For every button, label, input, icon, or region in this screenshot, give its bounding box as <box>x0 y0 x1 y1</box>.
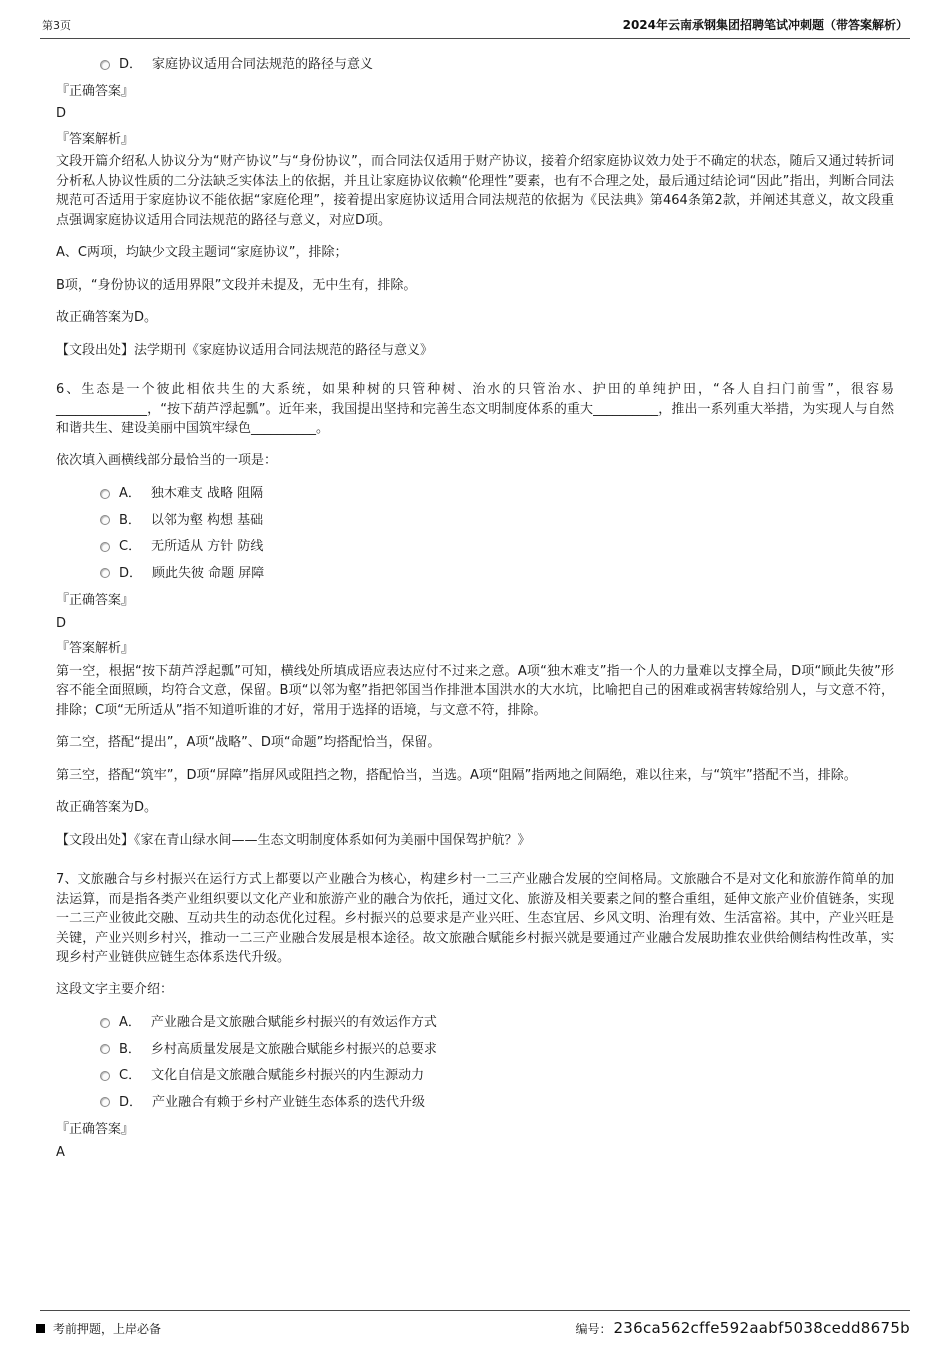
option-row-d-prev[interactable] <box>100 55 894 75</box>
analysis-paragraph: 第一空，根据“按下葫芦浮起瓢”可知，横线处所填成语应表达应付不过来之意。A项“独木难支”指一个人的力量难以支撑全局，D项“顾此失彼”形容不能全面照顾，均符合文意，保留。B项“以邻为壑”指把邻国当作排泄本国洪水的大水坑，比喻把自己的困难或祸害转嫁给别人，与文意不符，排除；C项“无所适从”指不知道听谁的才好，常用于选择的语境，与文意不符，排除。 <box>56 663 894 718</box>
serial-code: 236ca562cffe592aabf5038cedd8675b <box>613 1319 910 1337</box>
option-letter: B． <box>119 1041 141 1057</box>
footer-slogan: 考前押题，上岸必备 <box>53 1321 162 1336</box>
page-footer <box>36 1319 910 1337</box>
option-text: 无所适从 方针 防线 <box>151 539 264 554</box>
radio-icon[interactable] <box>100 1097 110 1107</box>
analysis-paragraph: 第三空，搭配“筑牢”，D项“屏障”指屏风或阻挡之物，搭配恰当，当选。A项“阻隔”指两地之间隔绝，难以往来，与“筑牢”搭配不当，排除。 <box>56 767 857 783</box>
option-row-d[interactable] <box>100 564 894 584</box>
question-6-options <box>56 484 894 583</box>
footer-slogan-wrap <box>36 1320 161 1337</box>
option-row-d[interactable] <box>100 1093 894 1113</box>
option-letter: A． <box>119 486 141 501</box>
radio-icon[interactable] <box>100 1018 110 1028</box>
analysis-paragraph: 第二空，搭配“提出”，A项“战略”、D项“命题”均搭配恰当，保留。 <box>56 735 441 750</box>
option-text: 家庭协议适用合同法规范的路径与意义 <box>152 57 374 72</box>
radio-icon[interactable] <box>100 568 110 578</box>
option-row-b[interactable] <box>100 511 894 531</box>
page-header <box>40 12 910 39</box>
footer-divider <box>40 1310 910 1311</box>
analysis-conclusion: 故正确答案为D。 <box>56 310 158 325</box>
analysis-paragraph: 文段开篇介绍私人协议分为“财产协议”与“身份协议”，而合同法仅适用于财产协议，接着介绍家庭协议效力处于不确定的状态，随后又通过转折词分析私人协议性质的二分法缺乏实体法上的依据，并且让家庭协议依赖“伦理性”要素，也有不合理之处，最后通过结论词“因此”指出，判断合同法规范可否适用于家庭协议不能依据“家庭伦理”，接着提出家庭协议适用合同法规范的依据为《民法典》第464条第2款，并阐述其意义，故文段重点强调家庭协议适用合同法规范的路径与意义，对应D项。 <box>56 154 894 228</box>
question-7-prompt: 这段文字主要介绍： <box>56 981 174 997</box>
radio-icon[interactable] <box>100 542 110 552</box>
option-text: 产业融合有赖于乡村产业链生态体系的迭代升级 <box>152 1094 426 1110</box>
option-letter: D． <box>119 1094 143 1110</box>
option-letter: C． <box>119 1068 142 1083</box>
footer-serial-wrap <box>575 1319 910 1337</box>
radio-icon[interactable] <box>100 515 110 525</box>
radio-icon[interactable] <box>100 60 110 70</box>
option-row-b[interactable] <box>100 1040 894 1060</box>
correct-answer-heading: 『正确答案』 <box>56 1122 135 1137</box>
option-text: 独木难支 战略 阻隔 <box>150 486 264 501</box>
radio-icon[interactable] <box>100 1071 110 1081</box>
option-row-c[interactable] <box>100 537 894 557</box>
answer-value: D <box>56 615 67 631</box>
radio-icon[interactable] <box>100 489 110 499</box>
analysis-heading: 『答案解析』 <box>56 131 135 147</box>
option-text: 顾此失彼 命题 屏障 <box>152 565 265 581</box>
option-letter: D． <box>119 57 143 72</box>
option-letter: A． <box>119 1015 141 1030</box>
option-letter: D． <box>119 565 143 581</box>
source-line: 【文段出处】法学期刊《家庭协议适用合同法规范的路径与意义》 <box>56 342 434 358</box>
question-6-prompt: 依次填入画横线部分最恰当的一项是： <box>56 452 278 468</box>
document-title: 2024年云南承钢集团招聘笔试冲刺题（带答案解析） <box>622 18 908 32</box>
option-text: 文化自信是文旅融合赋能乡村振兴的内生源动力 <box>151 1068 425 1083</box>
answer-value: A <box>56 1144 65 1160</box>
correct-answer-heading: 『正确答案』 <box>56 83 135 99</box>
option-text: 产业融合是文旅融合赋能乡村振兴的有效运作方式 <box>150 1015 437 1030</box>
analysis-paragraph: B项，“身份协议的适用界限”文段并未提及，无中生有，排除。 <box>56 277 417 293</box>
answer-value: D <box>56 106 67 121</box>
radio-icon[interactable] <box>100 1044 110 1054</box>
question-7-options <box>56 1013 894 1112</box>
source-line: 【文段出处】《家在青山绿水间——生态文明制度体系如何为美丽中国保驾护航？》 <box>56 832 531 848</box>
serial-label: 编号： <box>575 1322 612 1336</box>
page-number: 第3页 <box>42 19 71 32</box>
option-row-c[interactable] <box>100 1066 894 1086</box>
question-7-stem: 7、文旅融合与乡村振兴在运行方式上都要以产业融合为核心，构建乡村一二三产业融合发展的空间格局。文旅融合不是对文化和旅游作简单的加法运算，而是指各类产业组织要以文化产业和旅游产业的融合为依托，通过文化、旅游及相关要素之间的整合重组，延伸文旅产业价值链条，实现一二三产业彼此交融、互动共生的动态优化过程。乡村振兴的总要求是产业兴旺、生态宜居、乡风文明、治理有效、生活富裕。其中，产业兴旺是关键，产业兴则乡村兴，推动一二三产业融合发展是根本途径。故文旅融合赋能乡村振兴就是要通过产业融合发展助推农业供给侧结构性改革，实现乡村产业链供应链生态体系迭代升级。 <box>56 872 894 965</box>
option-letter: C． <box>119 539 142 554</box>
option-row-a[interactable] <box>100 1013 894 1033</box>
option-text: 以邻为壑 构想 基础 <box>150 512 264 528</box>
analysis-paragraph: A、C两项，均缺少文段主题词“家庭协议”，排除； <box>56 245 348 260</box>
analysis-conclusion: 故正确答案为D。 <box>56 800 158 815</box>
analysis-heading: 『答案解析』 <box>56 641 135 656</box>
question-6-stem: 6、生态是一个彼此相依共生的大系统，如果种树的只管种树、治水的只管治水、护田的单纯护田，“各人自扫门前雪”，很容易______________，“按下葫芦浮起瓢”。近年来，我国提出坚持和完善生态文明制度体系的重大__________，推出一系列重大举措，为实现人与自然和谐共生、建设美丽中国筑牢绿色__________。 <box>56 382 894 436</box>
black-square-icon <box>36 1324 45 1333</box>
option-letter: B． <box>119 512 141 528</box>
option-row-a[interactable] <box>100 484 894 504</box>
correct-answer-heading: 『正确答案』 <box>56 593 135 608</box>
page-content <box>40 39 910 1162</box>
option-text: 乡村高质量发展是文旅融合赋能乡村振兴的总要求 <box>150 1041 437 1057</box>
